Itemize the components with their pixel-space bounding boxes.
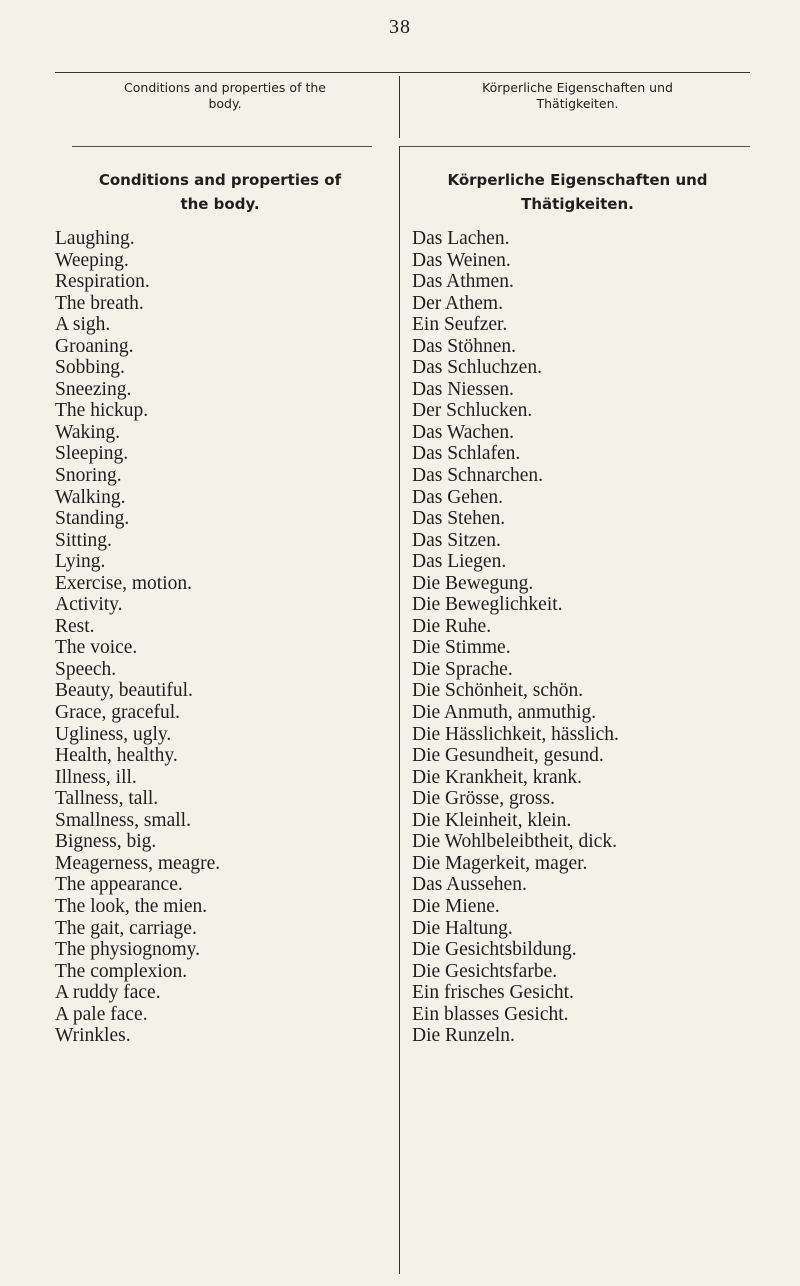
english-term: Lying. [55,551,106,573]
english-term: Meagerness, meagre. [55,852,221,874]
german-term: Der Athem. [412,292,503,314]
header-rule-left [72,146,372,147]
page-number: 38 [389,16,411,38]
english-term: Laughing. [55,228,135,249]
german-term: Die Grösse, gross. [412,788,555,810]
german-term: Das Stöhnen. [412,335,516,357]
german-term: Die Runzeln. [412,1025,515,1047]
german-term: Die Gesundheit, gesund. [412,745,604,767]
german-heading-line2: Thätigkeiten. [521,195,634,213]
english-term: Bigness, big. [55,831,157,853]
german-term: Ein frisches Gesicht. [412,982,574,1004]
german-term: Die Beweglichkeit. [412,594,563,616]
german-term: Das Schluchzen. [412,357,542,379]
english-term: Tallness, tall. [55,788,159,810]
english-term: Health, healthy. [55,745,178,767]
german-heading-line1: Körperliche Eigenschaften und [447,171,708,189]
running-head-german [405,80,750,140]
english-term: Wrinkles. [55,1025,131,1047]
german-term: Die Hässlichkeit, hässlich. [412,723,619,745]
header-rule-right [400,146,750,147]
english-term: A ruddy face. [55,982,161,1004]
english-heading-line2: the body. [180,195,260,213]
english-term: Beauty, beautiful. [55,680,193,702]
english-term: A sigh. [55,314,111,336]
running-head-english-line1: Conditions and properties of the [124,80,326,95]
german-term: Die Sprache. [412,658,513,680]
german-term: Die Bewegung. [412,572,534,594]
german-term: Das Weinen. [412,249,511,271]
running-head-english [60,80,390,140]
english-term: Groaning. [55,335,134,357]
english-term: The breath. [55,292,144,314]
german-term: Das Aussehen. [412,874,527,896]
german-term: Die Gesichtsbildung. [412,939,577,961]
german-term: Die Anmuth, anmuthig. [412,702,597,724]
english-term: The voice. [55,637,138,659]
german-term: Das Gehen. [412,486,503,508]
running-head-english-line2: body. [208,96,242,111]
running-head-divider [399,76,400,138]
german-term: Das Wachen. [412,421,515,443]
english-term: Waking. [55,421,121,443]
german-term: Das Niessen. [412,378,514,400]
english-column-heading [55,168,385,216]
german-term: Das Schnarchen. [412,465,544,487]
english-term: The appearance. [55,874,183,896]
english-term: The gait, carriage. [55,917,197,939]
german-term: Das Athmen. [412,271,514,293]
english-term: Sneezing. [55,378,132,400]
german-term: Die Magerkeit, mager. [412,852,588,874]
column-divider [399,146,400,1274]
english-term: Standing. [55,508,130,530]
german-term: Die Stimme. [412,637,511,659]
german-term: Die Kleinheit, klein. [412,809,572,831]
german-term: Das Lachen. [412,228,510,249]
german-term: Die Gesichtsfarbe. [412,960,558,982]
german-term: Das Stehen. [412,508,506,530]
english-term: Activity. [55,594,123,616]
english-term: Grace, graceful. [55,702,181,724]
german-term: Die Haltung. [412,917,513,939]
german-term: Die Krankheit, krank. [412,766,583,788]
english-term: The physiognomy. [55,939,200,961]
german-term: Das Schlafen. [412,443,521,465]
english-term: Exercise, motion. [55,572,193,594]
german-term: Das Liegen. [412,551,507,573]
english-term: Walking. [55,486,126,508]
german-column-heading [405,168,750,216]
english-term: Sleeping. [55,443,129,465]
german-term: Ein blasses Gesicht. [412,1003,569,1025]
english-term: The hickup. [55,400,149,422]
german-term: Die Ruhe. [412,615,492,637]
german-term: Der Schlucken. [412,400,533,422]
top-rule [55,72,750,73]
german-term: Die Wohlbeleibtheit, dick. [412,831,617,853]
english-term: Rest. [55,615,95,637]
running-head-german-line2: Thätigkeiten. [536,96,619,111]
german-term: Die Miene. [412,895,500,917]
english-term: Sobbing. [55,357,125,379]
english-term: Weeping. [55,249,129,271]
english-term: The complexion. [55,960,188,982]
english-terms-column [55,228,395,1047]
english-heading-line1: Conditions and properties of [98,171,342,189]
german-terms-column [412,228,792,1047]
german-term: Ein Seufzer. [412,314,508,336]
english-term: Respiration. [55,271,150,293]
running-head-german-line1: Körperliche Eigenschaften und [482,80,673,95]
english-term: Snoring. [55,465,122,487]
english-term: Illness, ill. [55,766,137,788]
english-term: Smallness, small. [55,809,191,831]
german-term: Die Schönheit, schön. [412,680,584,702]
english-term: Sitting. [55,529,112,551]
english-term: Speech. [55,658,117,680]
english-term: Ugliness, ugly. [55,723,172,745]
german-term: Das Sitzen. [412,529,501,551]
english-term: A pale face. [55,1003,148,1025]
english-term: The look, the mien. [55,895,208,917]
